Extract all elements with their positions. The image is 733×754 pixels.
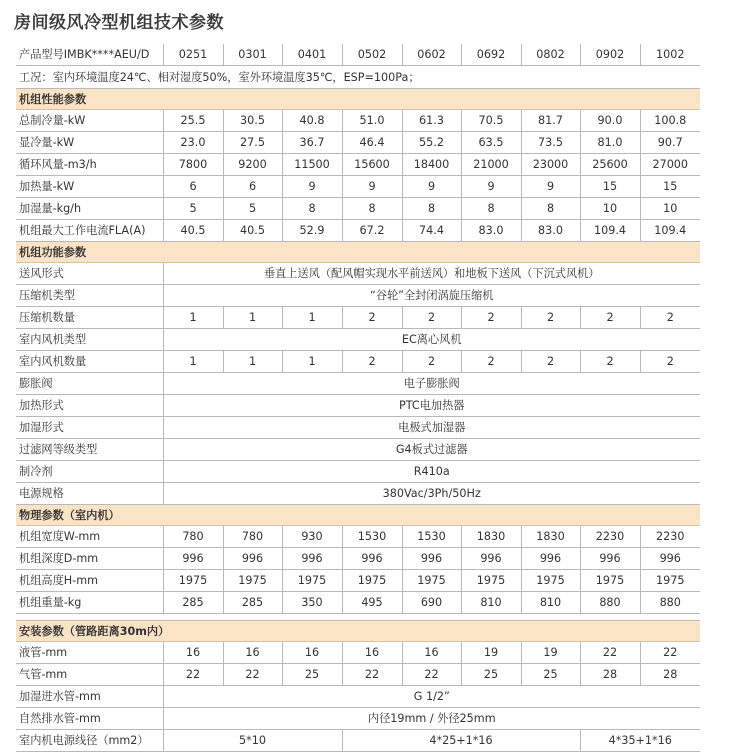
- humid-inlet-value: G 1/2”: [163, 686, 700, 708]
- performance-3-value: 9: [402, 176, 461, 198]
- page-title: 房间级风冷型机组技术参数: [14, 13, 224, 33]
- performance-5-value: 40.5: [223, 220, 282, 242]
- section-physical-label: 物理参数（室内机）: [16, 505, 700, 526]
- performance-0-value: 90.0: [580, 110, 640, 132]
- performance-2-value: 23000: [521, 154, 580, 176]
- physical-1-value: 996: [282, 548, 342, 570]
- compressor-count-value: 2: [521, 307, 580, 329]
- section-physical: [16, 505, 700, 526]
- performance-5-value: 52.9: [282, 220, 342, 242]
- supply-air-value: 垂直上送风（配风帽实现水平前送风）和地板下送风（下沉式风机）: [163, 263, 700, 285]
- performance-4-value: 10: [580, 198, 640, 220]
- performance-2-value: 18400: [402, 154, 461, 176]
- fan-count-value: 2: [640, 351, 700, 373]
- liquid-pipe-row: [16, 642, 700, 664]
- model-value: 0902: [580, 44, 640, 66]
- physical-2-value: 1975: [580, 570, 640, 592]
- performance-2-value: 21000: [461, 154, 521, 176]
- filter-type-row: [16, 439, 700, 461]
- section-install-label: 安装参数（管路距离30m内）: [16, 621, 700, 642]
- physical-3-value: 880: [580, 592, 640, 614]
- heating-type-row: [16, 395, 700, 417]
- physical-0-value: 1530: [342, 526, 402, 548]
- liquid-pipe-value: 16: [402, 642, 461, 664]
- performance-3-value: 15: [580, 176, 640, 198]
- physical-1-value: 996: [223, 548, 282, 570]
- model-value: 0251: [163, 44, 223, 66]
- fan-count-value: 1: [163, 351, 223, 373]
- performance-4-value: 8: [461, 198, 521, 220]
- performance-2-row: [16, 154, 700, 176]
- condition-note: 工况：室内环境温度24℃、相对湿度50%，室外环境温度35℃，ESP=100Pa；: [16, 66, 700, 89]
- liquid-pipe-label: 液管-mm: [16, 642, 163, 664]
- physical-2-value: 1975: [521, 570, 580, 592]
- physical-3-value: 285: [163, 592, 223, 614]
- model-value: 0301: [223, 44, 282, 66]
- drain-pipe-value: 内径19mm / 外径25mm: [163, 708, 700, 730]
- physical-2-value: 1975: [640, 570, 700, 592]
- physical-3-value: 285: [223, 592, 282, 614]
- physical-0-value: 1830: [521, 526, 580, 548]
- performance-4-label: 加湿量-kg/h: [16, 198, 163, 220]
- performance-2-value: 27000: [640, 154, 700, 176]
- performance-3-row: [16, 176, 700, 198]
- gas-pipe-value: 22: [402, 664, 461, 686]
- section-performance: [16, 89, 700, 110]
- performance-4-value: 10: [640, 198, 700, 220]
- performance-4-value: 8: [402, 198, 461, 220]
- heating-type-label: 加热形式: [16, 395, 163, 417]
- liquid-pipe-value: 22: [640, 642, 700, 664]
- performance-0-value: 51.0: [342, 110, 402, 132]
- fan-type-value: EC离心风机: [163, 329, 700, 351]
- performance-1-value: 36.7: [282, 132, 342, 154]
- performance-4-value: 8: [521, 198, 580, 220]
- physical-0-value: 2230: [640, 526, 700, 548]
- spec-table: [16, 44, 700, 752]
- compressor-count-value: 2: [461, 307, 521, 329]
- fan-count-label: 室内风机数量: [16, 351, 163, 373]
- performance-5-value: 109.4: [580, 220, 640, 242]
- physical-1-value: 996: [402, 548, 461, 570]
- compressor-count-value: 2: [580, 307, 640, 329]
- physical-2-value: 1975: [402, 570, 461, 592]
- liquid-pipe-value: 22: [580, 642, 640, 664]
- model-value: 0502: [342, 44, 402, 66]
- performance-0-label: 总制冷量-kW: [16, 110, 163, 132]
- liquid-pipe-value: 16: [342, 642, 402, 664]
- performance-1-value: 55.2: [402, 132, 461, 154]
- compressor-count-value: 2: [342, 307, 402, 329]
- cable-value: 4*35+1*16: [580, 730, 700, 752]
- expansion-valve-value: 电子膨胀阀: [163, 373, 700, 395]
- model-label: 产品型号IMBK****AEU/D: [16, 44, 163, 66]
- drain-pipe-label: 自然排水管-mm: [16, 708, 163, 730]
- performance-4-value: 5: [223, 198, 282, 220]
- gas-pipe-value: 25: [461, 664, 521, 686]
- fan-count-value: 1: [282, 351, 342, 373]
- humidifying-type-value: 电极式加湿器: [163, 417, 700, 439]
- spacer-row: [16, 614, 700, 621]
- compressor-count-value: 2: [640, 307, 700, 329]
- compressor-type-row: [16, 285, 700, 307]
- liquid-pipe-value: 16: [163, 642, 223, 664]
- humidifying-type-row: [16, 417, 700, 439]
- physical-2-value: 1975: [461, 570, 521, 592]
- humid-inlet-row: [16, 686, 700, 708]
- model-row: [16, 44, 700, 66]
- cable-value: 4*25+1*16: [342, 730, 580, 752]
- performance-4-value: 5: [163, 198, 223, 220]
- physical-2-value: 1975: [342, 570, 402, 592]
- physical-3-label: 机组重量-kg: [16, 592, 163, 614]
- liquid-pipe-value: 16: [223, 642, 282, 664]
- model-value: 1002: [640, 44, 700, 66]
- physical-0-value: 1530: [402, 526, 461, 548]
- condition-note-row: [16, 66, 700, 89]
- liquid-pipe-value: 19: [521, 642, 580, 664]
- liquid-pipe-value: 16: [282, 642, 342, 664]
- expansion-valve-row: [16, 373, 700, 395]
- humid-inlet-label: 加湿进水管-mm: [16, 686, 163, 708]
- gas-pipe-label: 气管-mm: [16, 664, 163, 686]
- gas-pipe-row: [16, 664, 700, 686]
- performance-0-value: 25.5: [163, 110, 223, 132]
- performance-5-value: 74.4: [402, 220, 461, 242]
- performance-5-value: 83.0: [461, 220, 521, 242]
- performance-3-label: 加热量-kW: [16, 176, 163, 198]
- refrigerant-label: 制冷剂: [16, 461, 163, 483]
- performance-2-value: 15600: [342, 154, 402, 176]
- performance-0-value: 100.8: [640, 110, 700, 132]
- physical-2-value: 1975: [223, 570, 282, 592]
- spacer: [16, 614, 700, 621]
- performance-5-value: 67.2: [342, 220, 402, 242]
- performance-5-value: 83.0: [521, 220, 580, 242]
- performance-3-value: 6: [163, 176, 223, 198]
- fan-count-value: 2: [342, 351, 402, 373]
- performance-3-value: 6: [223, 176, 282, 198]
- performance-0-row: [16, 110, 700, 132]
- performance-0-value: 70.5: [461, 110, 521, 132]
- physical-0-value: 930: [282, 526, 342, 548]
- gas-pipe-value: 28: [580, 664, 640, 686]
- cable-value: 5*10: [163, 730, 342, 752]
- physical-0-value: 780: [223, 526, 282, 548]
- compressor-count-value: 2: [402, 307, 461, 329]
- drain-pipe-row: [16, 708, 700, 730]
- performance-5-label: 机组最大工作电流FLA(A): [16, 220, 163, 242]
- performance-1-value: 63.5: [461, 132, 521, 154]
- fan-count-value: 2: [461, 351, 521, 373]
- performance-4-value: 8: [342, 198, 402, 220]
- performance-0-value: 81.7: [521, 110, 580, 132]
- performance-3-value: 9: [461, 176, 521, 198]
- gas-pipe-value: 22: [163, 664, 223, 686]
- fan-type-row: [16, 329, 700, 351]
- filter-type-value: G4板式过滤器: [163, 439, 700, 461]
- compressor-count-value: 1: [223, 307, 282, 329]
- fan-count-value: 1: [223, 351, 282, 373]
- fan-count-row: [16, 351, 700, 373]
- compressor-type-value: “谷轮”全封闭涡旋压缩机: [163, 285, 700, 307]
- performance-4-row: [16, 198, 700, 220]
- section-performance-label: 机组性能参数: [16, 89, 700, 110]
- performance-2-value: 11500: [282, 154, 342, 176]
- performance-1-value: 90.7: [640, 132, 700, 154]
- compressor-type-label: 压缩机类型: [16, 285, 163, 307]
- physical-3-value: 495: [342, 592, 402, 614]
- gas-pipe-value: 25: [282, 664, 342, 686]
- compressor-count-value: 1: [163, 307, 223, 329]
- physical-1-value: 996: [580, 548, 640, 570]
- gas-pipe-value: 28: [640, 664, 700, 686]
- power-spec-label: 电源规格: [16, 483, 163, 505]
- cable-row: [16, 730, 700, 752]
- performance-3-value: 9: [282, 176, 342, 198]
- fan-count-value: 2: [402, 351, 461, 373]
- refrigerant-row: [16, 461, 700, 483]
- model-value: 0602: [402, 44, 461, 66]
- supply-air-label: 送风形式: [16, 263, 163, 285]
- physical-2-label: 机组高度H-mm: [16, 570, 163, 592]
- physical-0-value: 1830: [461, 526, 521, 548]
- physical-3-value: 350: [282, 592, 342, 614]
- physical-3-value: 690: [402, 592, 461, 614]
- compressor-count-label: 压缩机数量: [16, 307, 163, 329]
- gas-pipe-value: 22: [342, 664, 402, 686]
- physical-0-value: 2230: [580, 526, 640, 548]
- physical-1-value: 996: [342, 548, 402, 570]
- fan-count-value: 2: [580, 351, 640, 373]
- performance-2-value: 9200: [223, 154, 282, 176]
- section-function-label: 机组功能参数: [16, 242, 700, 263]
- physical-0-label: 机组宽度W-mm: [16, 526, 163, 548]
- physical-1-value: 996: [521, 548, 580, 570]
- filter-type-label: 过滤网等级类型: [16, 439, 163, 461]
- performance-1-label: 显冷量-kW: [16, 132, 163, 154]
- compressor-count-row: [16, 307, 700, 329]
- physical-3-value: 880: [640, 592, 700, 614]
- performance-0-value: 40.8: [282, 110, 342, 132]
- performance-2-label: 循环风量-m3/h: [16, 154, 163, 176]
- physical-2-value: 1975: [282, 570, 342, 592]
- model-value: 0401: [282, 44, 342, 66]
- power-spec-value: 380Vac/3Ph/50Hz: [163, 483, 700, 505]
- performance-3-value: 9: [342, 176, 402, 198]
- humidifying-type-label: 加湿形式: [16, 417, 163, 439]
- performance-0-value: 30.5: [223, 110, 282, 132]
- performance-1-value: 46.4: [342, 132, 402, 154]
- fan-count-value: 2: [521, 351, 580, 373]
- physical-1-value: 996: [640, 548, 700, 570]
- physical-2-value: 1975: [163, 570, 223, 592]
- performance-1-value: 73.5: [521, 132, 580, 154]
- fan-type-label: 室内风机类型: [16, 329, 163, 351]
- performance-2-value: 25600: [580, 154, 640, 176]
- physical-3-value: 810: [521, 592, 580, 614]
- performance-5-value: 109.4: [640, 220, 700, 242]
- cable-label: 室内机电源线径（mm2）: [16, 730, 163, 752]
- performance-1-value: 81.0: [580, 132, 640, 154]
- performance-1-row: [16, 132, 700, 154]
- physical-0-row: [16, 526, 700, 548]
- gas-pipe-value: 22: [223, 664, 282, 686]
- section-function: [16, 242, 700, 263]
- physical-1-value: 996: [163, 548, 223, 570]
- expansion-valve-label: 膨胀阀: [16, 373, 163, 395]
- liquid-pipe-value: 19: [461, 642, 521, 664]
- physical-1-label: 机组深度D-mm: [16, 548, 163, 570]
- performance-5-value: 40.5: [163, 220, 223, 242]
- physical-0-value: 780: [163, 526, 223, 548]
- gas-pipe-value: 25: [521, 664, 580, 686]
- supply-air-row: [16, 263, 700, 285]
- model-value: 0802: [521, 44, 580, 66]
- refrigerant-value: R410a: [163, 461, 700, 483]
- physical-1-value: 996: [461, 548, 521, 570]
- performance-5-row: [16, 220, 700, 242]
- performance-1-value: 23.0: [163, 132, 223, 154]
- performance-3-value: 15: [640, 176, 700, 198]
- physical-2-row: [16, 570, 700, 592]
- model-value: 0692: [461, 44, 521, 66]
- performance-4-value: 8: [282, 198, 342, 220]
- performance-0-value: 61.3: [402, 110, 461, 132]
- physical-3-value: 810: [461, 592, 521, 614]
- physical-3-row: [16, 592, 700, 614]
- performance-1-value: 27.5: [223, 132, 282, 154]
- section-install: [16, 621, 700, 642]
- physical-1-row: [16, 548, 700, 570]
- power-spec-row: [16, 483, 700, 505]
- performance-2-value: 7800: [163, 154, 223, 176]
- heating-type-value: PTC电加热器: [163, 395, 700, 417]
- compressor-count-value: 1: [282, 307, 342, 329]
- performance-3-value: 9: [521, 176, 580, 198]
